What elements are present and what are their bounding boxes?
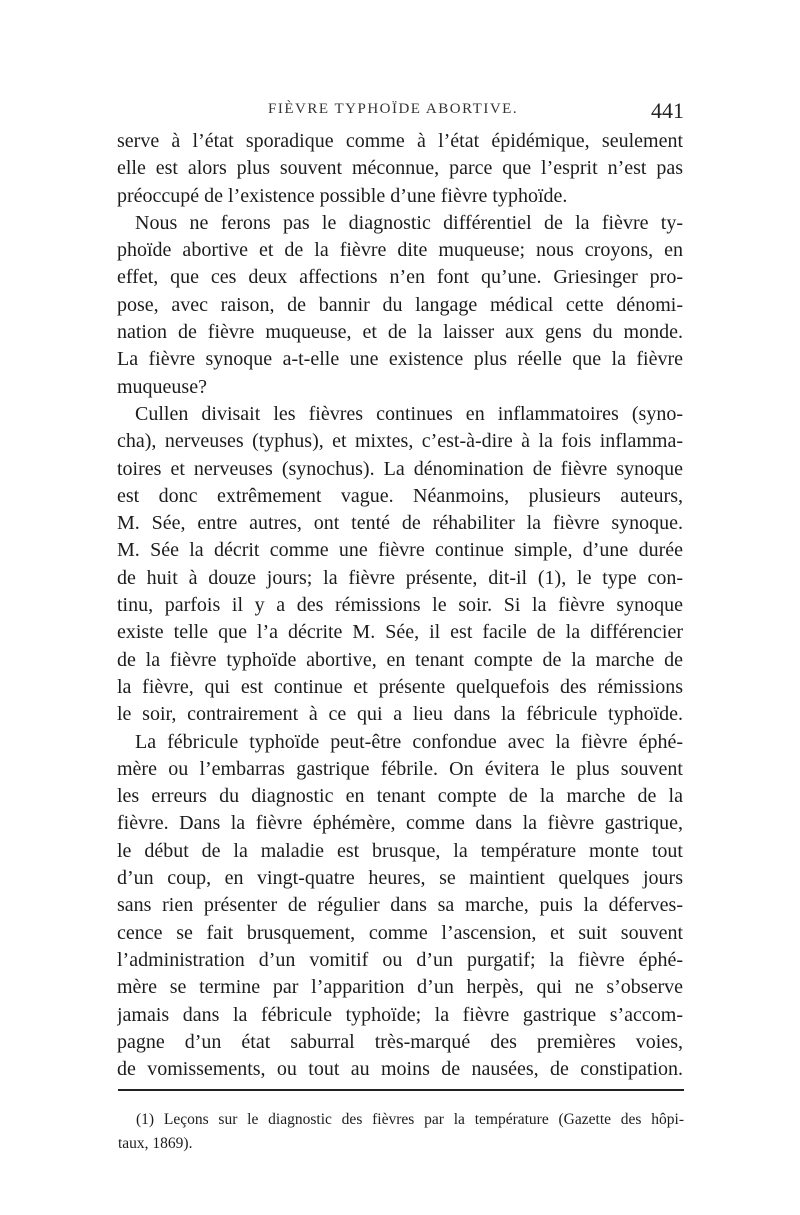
text-line: Nous ne ferons pas le diagnostic différentiel de la fièvre ty- — [135, 211, 683, 234]
text-line: Cullen divisait les fièvres continues en inflammatoires (syno- — [135, 402, 683, 425]
text-line: les erreurs du diagnostic en tenant compte de la marche de la — [117, 785, 683, 808]
text-line: est donc extrêmement vague. Néanmoins, plusieurs auteurs, — [117, 484, 683, 507]
text-line: phoïde abortive et de la fièvre dite muqueuse; nous croyons, en — [117, 239, 683, 262]
text-line: de huit à douze jours; la fièvre présente, dit-il (1), le type con- — [117, 566, 683, 589]
footnote-rule — [118, 1089, 684, 1091]
footnote-line: (1) Leçons sur le diagnostic des fièvres par la température (Gazette des hôpi- — [136, 1111, 684, 1128]
text-line: pagne d’un état saburral très-marqué des premières voies, — [117, 1030, 683, 1053]
text-line: sans rien présenter de régulier dans sa marche, puis la déferves- — [117, 894, 683, 917]
text-line: tinu, parfois il y a des rémissions le soir. Si la fièvre synoque — [117, 594, 683, 617]
text-line: le début de la maladie est brusque, la température monte tout — [117, 839, 683, 862]
text-line: M. Sée, entre autres, ont tenté de réhabiliter la fièvre synoque. — [117, 512, 683, 535]
text-line: muqueuse? — [117, 375, 207, 398]
text-line: nation de fièvre muqueuse, et de la laisser aux gens du monde. — [117, 321, 683, 344]
text-line: d’un coup, en vingt-quatre heures, se maintient quelques jours — [117, 867, 683, 890]
text-line: M. Sée la décrit comme une fièvre continue simple, d’une durée — [117, 539, 683, 562]
footnote-line: taux, 1869). — [118, 1135, 193, 1152]
text-line: de la fièvre typhoïde abortive, en tenant compte de la marche de — [117, 648, 683, 671]
text-line: le soir, contrairement à ce qui a lieu dans la fébricule typhoïde. — [117, 703, 683, 726]
text-line: de vomissements, ou tout au moins de nausées, de constipation. — [117, 1058, 683, 1081]
text-line: toires et nerveuses (synochus). La dénomination de fièvre synoque — [117, 457, 683, 480]
running-title: FIÈVRE TYPHOÏDE ABORTIVE. — [268, 101, 519, 117]
text-line: fièvre. Dans la fièvre éphémère, comme dans la fièvre gastrique, — [117, 812, 683, 835]
text-line: préoccupé de l’existence possible d’une fièvre typhoïde. — [117, 184, 568, 207]
text-line: existe telle que l’a décrite M. Sée, il est facile de la différencier — [117, 621, 683, 644]
text-line: l’administration d’un vomitif ou d’un purgatif; la fièvre éphé- — [117, 948, 683, 971]
text-line: cence se fait brusquement, comme l’ascension, et suit souvent — [117, 921, 683, 944]
body-text — [117, 128, 683, 1083]
page-number: 441 — [651, 98, 684, 123]
text-line: elle est alors plus souvent méconnue, parce que l’esprit n’est pas — [117, 157, 683, 180]
text-line: pose, avec raison, de bannir du langage médical cette dénomi- — [117, 293, 683, 316]
text-line: effet, que ces deux affections n’en font qu’une. Griesinger pro- — [117, 266, 683, 289]
footnote — [118, 1108, 684, 1156]
text-line: La fièvre synoque a-t-elle une existence plus réelle que la fièvre — [117, 348, 683, 371]
text-line: cha), nerveuses (typhus), et mixtes, c’est-à-dire à la fois inflamma- — [117, 430, 683, 453]
text-line: serve à l’état sporadique comme à l’état épidémique, seulement — [117, 130, 683, 152]
text-line: mère ou l’embarras gastrique fébrile. On évitera le plus souvent — [117, 757, 683, 780]
text-line: mère se termine par l’apparition d’un herpès, qui ne s’observe — [117, 976, 683, 999]
text-line: jamais dans la fébricule typhoïde; la fièvre gastrique s’accom- — [117, 1003, 683, 1026]
text-line: La fébricule typhoïde peut-être confondue avec la fièvre éphé- — [135, 730, 683, 753]
text-line: la fièvre, qui est continue et présente quelquefois des rémissions — [117, 675, 683, 698]
page-header — [118, 98, 684, 124]
